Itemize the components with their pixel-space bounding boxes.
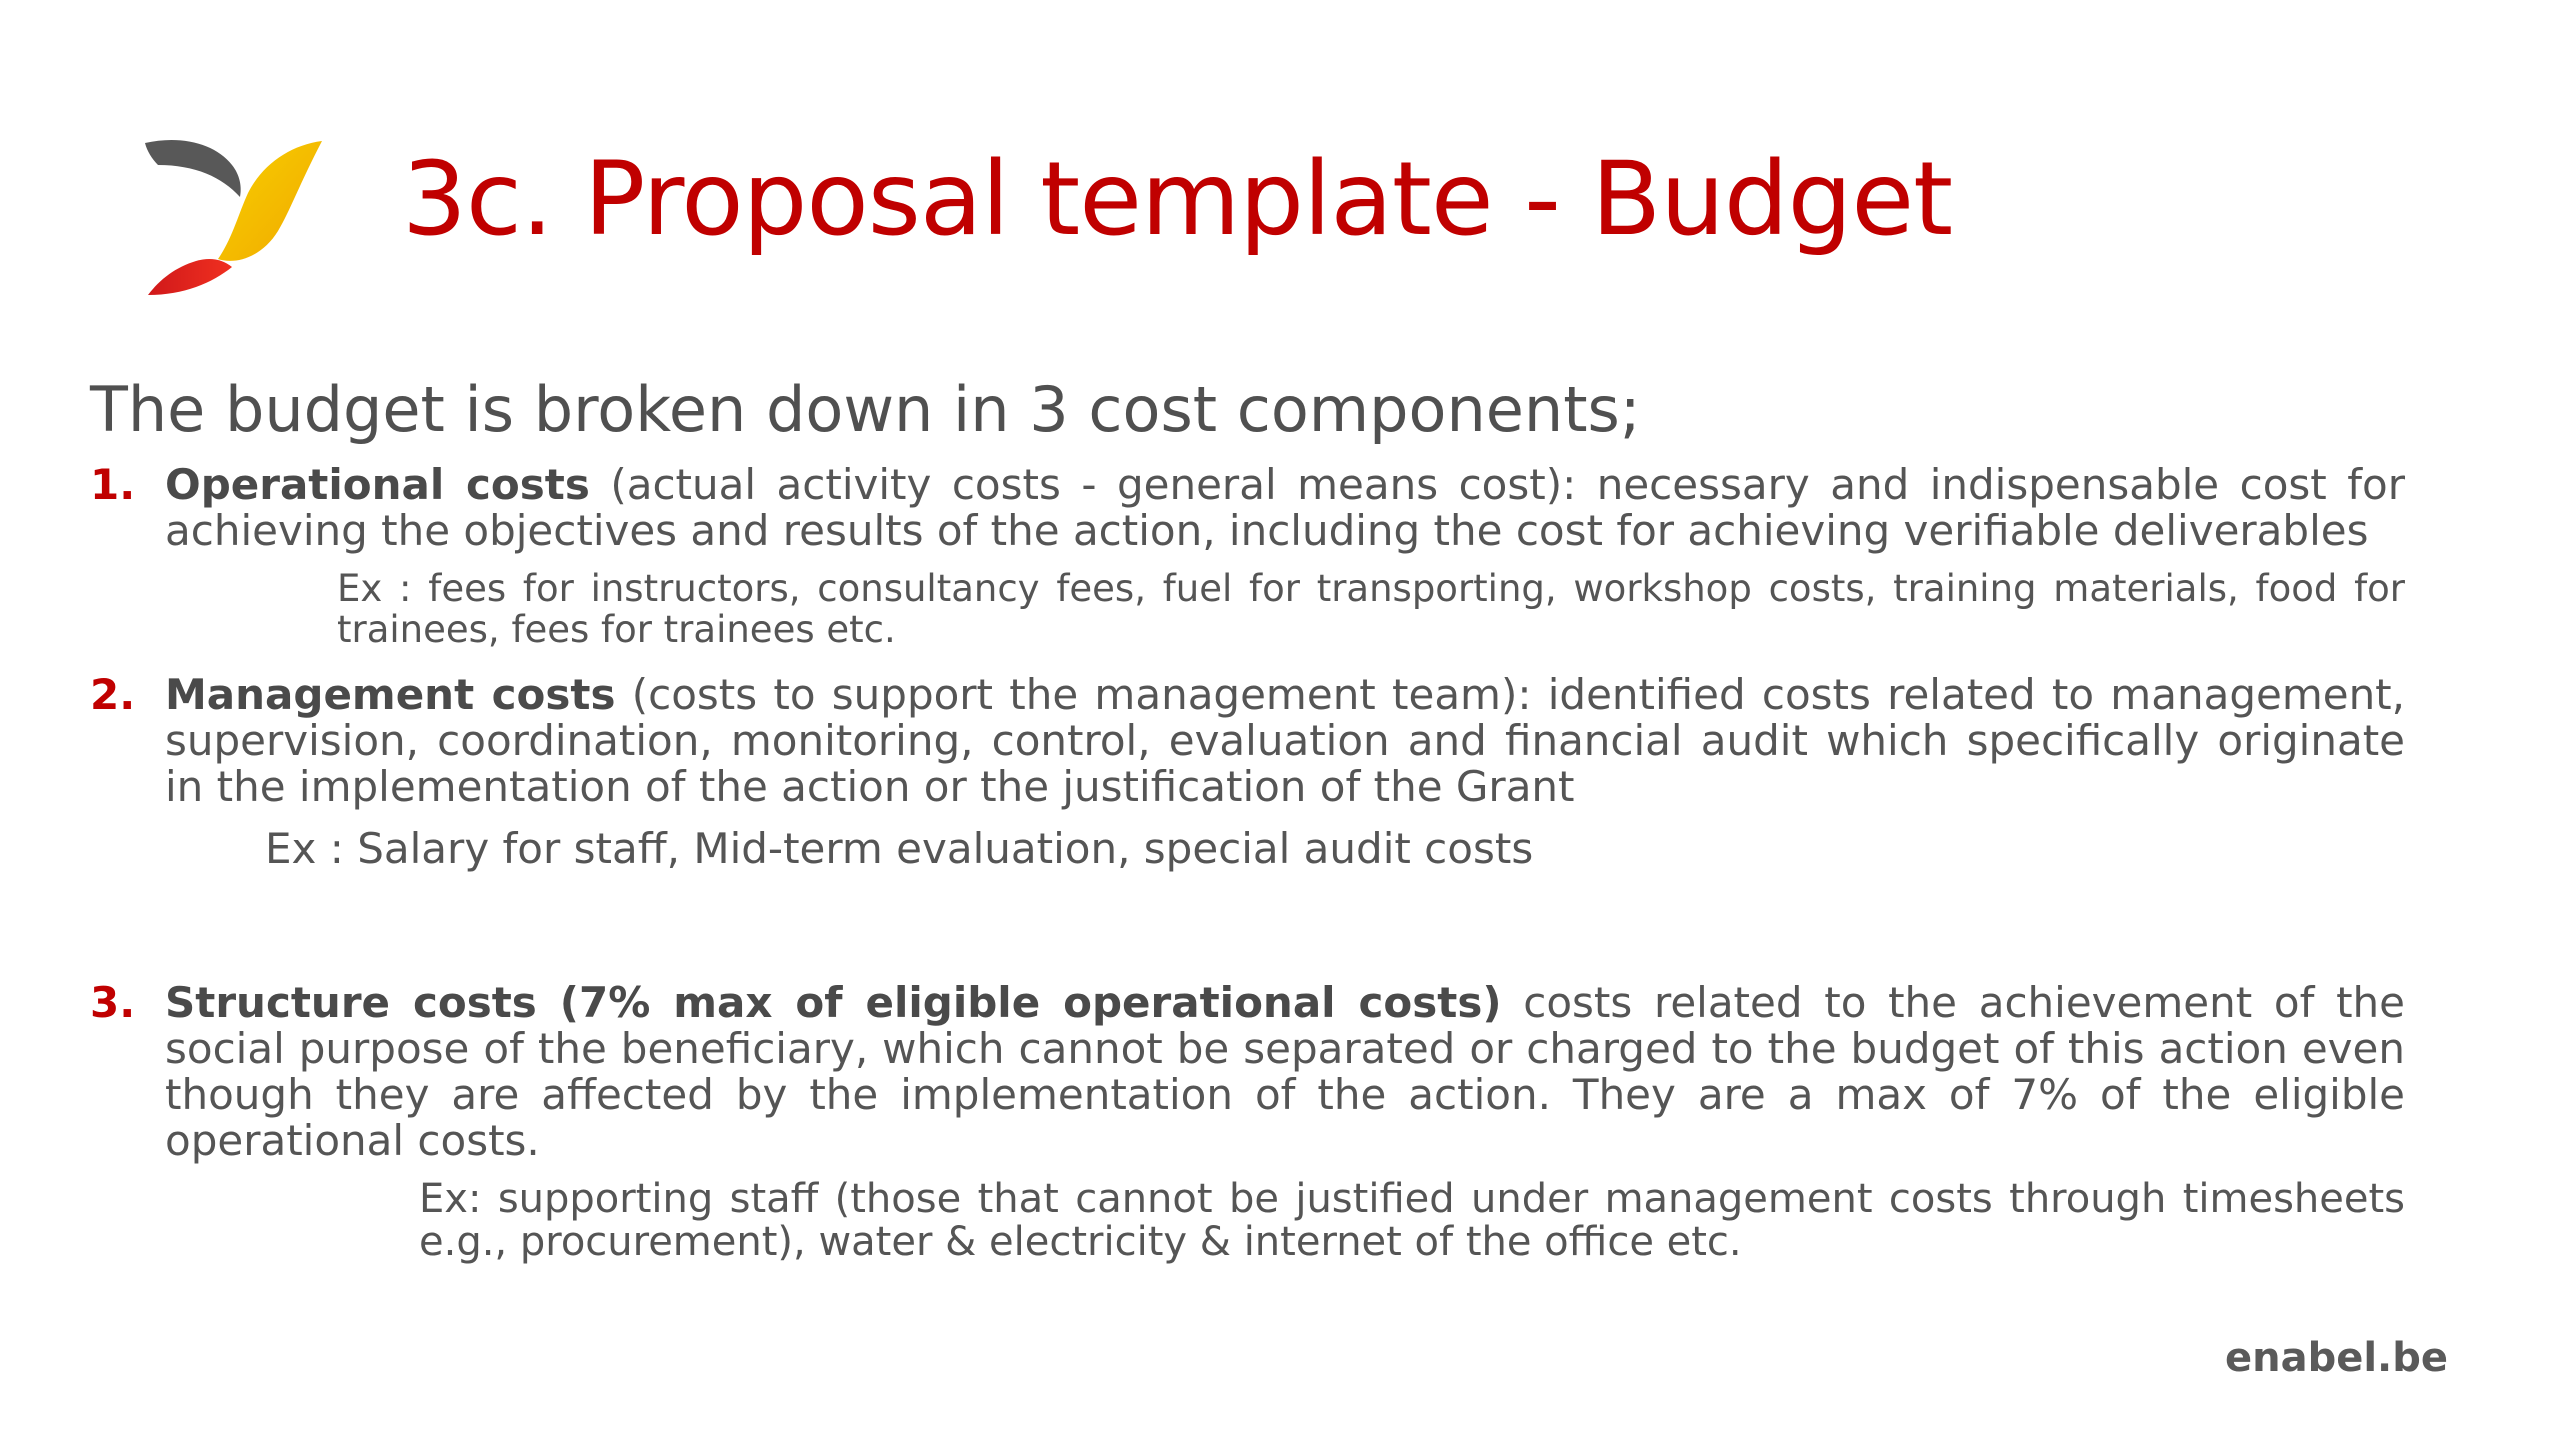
list-item-operational-costs [90, 462, 2405, 650]
intro-text: The budget is broken down in 3 cost components; [90, 373, 1641, 446]
footer-website-link[interactable]: enabel.be [2224, 1335, 2448, 1381]
list-item-heading: Operational costs [165, 460, 590, 509]
list-item-heading: Structure costs (7% max of eligible operational costs) [165, 978, 1502, 1027]
list-item-text [165, 462, 2405, 554]
slide-content [90, 370, 2405, 1264]
list-item-text [165, 980, 2405, 1164]
list-item-heading: Management costs [165, 670, 616, 719]
example-text: Ex : Salary for staff, Mid-term evaluation, special audit costs [265, 824, 1534, 873]
list-item-body: (costs to support the management team): identified costs related to management, supervision, coordination, monitoring, control, evaluation and financial audit which specifically originate in the implementation of the action or the justification of the Grant [165, 670, 2406, 811]
list-number: 3. [90, 978, 136, 1027]
list-number: 2. [90, 670, 136, 719]
list-item-body: (actual activity costs - general means cost): necessary and indispensable cost for achieving the objectives and results of the action, including the cost for achieving verifiable deliverables [165, 460, 2405, 555]
list-number: 1. [90, 460, 136, 509]
example-text: Ex: supporting staff (those that cannot be justified under management costs through timesheets e.g., procurement), water & electricity & internet of the office etc. [419, 1176, 2405, 1265]
page-title: 3c. Proposal template - Budget [402, 140, 1953, 259]
list-item-body: costs related to the achievement of the social purpose of the beneficiary, which cannot be separated or charged to the budget of this action even though they are affected by the implementation of the action. They are a max of 7% of the eligible operational costs. [165, 978, 2405, 1165]
example-text: Ex : fees for instructors, consultancy fees, fuel for transporting, workshop costs, training materials, food for trainees, fees for trainees etc. [337, 567, 2405, 651]
list-item-management-costs [90, 672, 2405, 872]
list-item-text [165, 672, 2405, 810]
list-item-structure-costs [90, 980, 2405, 1264]
enabel-logo-icon [140, 135, 330, 305]
